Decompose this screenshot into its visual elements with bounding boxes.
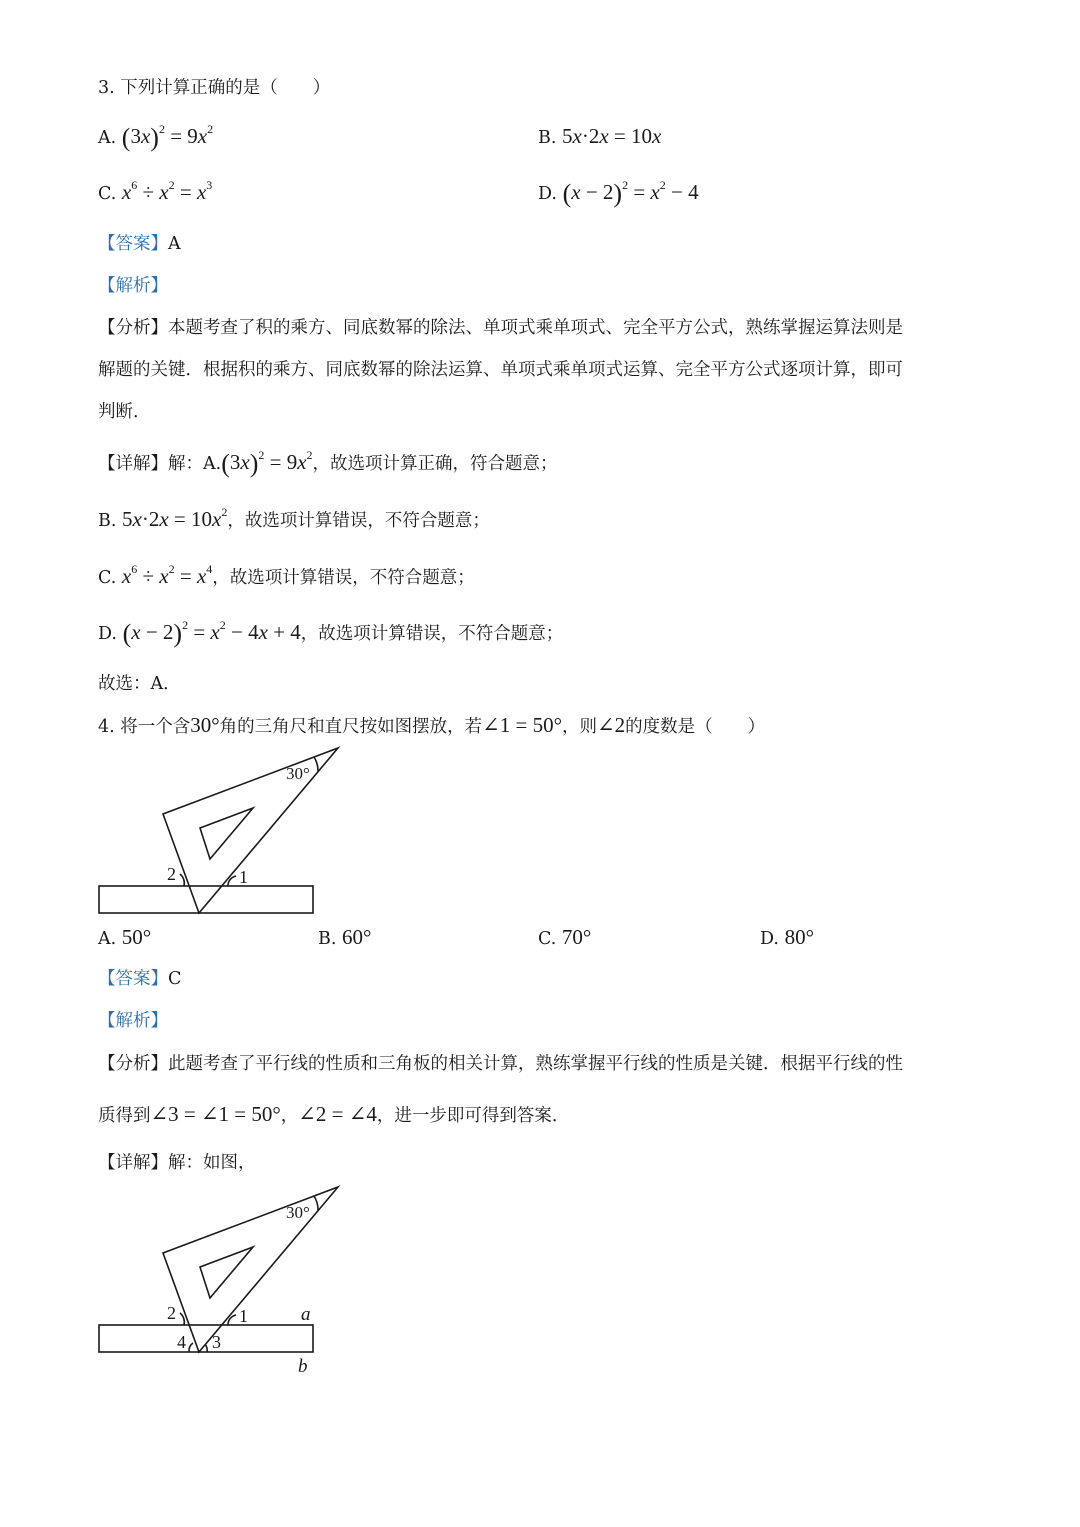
q4-fenxi-line2-prefix: 质得到 (98, 1106, 151, 1126)
q4-option-a-value: 50° (121, 925, 152, 949)
q3-option-d-label: D. (538, 184, 557, 204)
q4-analysis-tag: 【解析】 (98, 1011, 168, 1031)
q3-fenxi-tag: 【分析】 (98, 318, 168, 338)
q3-detail-d-expr: $(x - 2)^2 = x^2 - 4x + 4$ (122, 618, 301, 648)
fig2-label-30: 30° (286, 1203, 310, 1222)
q4-detail-text: 解：如图， (168, 1153, 256, 1173)
q4-option-d-label: D. (760, 929, 779, 949)
q3-detail-b-label: B. (98, 511, 117, 531)
q4-stem-angle: 30° (190, 713, 220, 737)
q3-option-d-expr: $(x - 2)^2 = x^2 - 4$ (562, 178, 699, 208)
fig2-label-b: b (298, 1356, 308, 1377)
q3-answer-value: A (168, 234, 181, 254)
q4-option-d-value: 80° (784, 925, 814, 949)
ruler-rect-2 (99, 1325, 313, 1352)
q3-detail-d-label: D. (98, 624, 117, 644)
q3-detail-a-prefix: 解：A. (168, 454, 222, 474)
q4-option-c-label: C. (538, 929, 557, 949)
q4-stem-suffix: 的度数是（ ） (625, 717, 766, 737)
fig2-label-2: 2 (167, 1303, 176, 1323)
q4-option-b-label: B. (318, 929, 337, 949)
q3-option-c-expr: $x^6 \div x^2 = x^3$ (121, 178, 213, 204)
q4-fenxi-expr2: ∠2 = ∠4 (298, 1102, 377, 1126)
q3-detail-b-expr: $5x\cdot 2x = 10x^2$ (122, 505, 228, 531)
q3-detail-c-suffix: ，故选项计算错误，不符合题意； (212, 568, 475, 588)
q4-stem-prefix: 4. 将一个含 (98, 717, 191, 737)
q3-option-a-label: A. (98, 128, 117, 148)
fig1-label-30: 30° (286, 764, 310, 783)
angle-4-arc (189, 1343, 193, 1352)
q4-stem-mid: 角的三角尺和直尺按如图摆放，若 (219, 717, 483, 737)
q3-detail-c-expr: $x^6 \div x^2 = x^4$ (121, 562, 213, 588)
q3-detail-tag: 【详解】 (98, 454, 168, 474)
q3-stem: 3. 下列计算正确的是（ ） (98, 78, 331, 98)
q3-detail-b-suffix: ，故选项计算错误，不符合题意； (227, 511, 490, 531)
fig1-label-1: 1 (239, 867, 248, 887)
q3-detail-a-suffix: ，故选项计算正确，符合题意； (312, 454, 558, 474)
q4-answer-tag: 【答案】 (98, 969, 168, 989)
q3-fenxi-line2: 解题的关键．根据积的乘方、同底数幂的除法运算、单项式乘单项式运算、完全平方公式逐项计算，即可 (98, 360, 903, 380)
q3-fenxi-text1: 本题考查了积的乘方、同底数幂的除法、单项式乘单项式、完全平方公式，熟练掌握运算法则是 (168, 318, 903, 338)
q3-answer-tag: 【答案】 (98, 234, 168, 254)
q3-option-a-expr: $(3x)^2 = 9x^2$ (121, 122, 214, 152)
fig2-label-1: 1 (239, 1306, 248, 1326)
q3-option-b-label: B. (538, 128, 557, 148)
q3-detail-d-suffix: ，故选项计算错误，不符合题意； (300, 624, 564, 644)
angle-3-arc (205, 1344, 207, 1352)
fig2-label-4: 4 (177, 1332, 186, 1352)
q4-stem-mid2: ，则 (562, 717, 598, 737)
triangle-inner-2 (200, 1247, 253, 1298)
fig1-label-2: 2 (167, 864, 176, 884)
q4-option-c-value: 70° (561, 925, 592, 949)
q3-fenxi-line3: 判断． (98, 402, 151, 422)
fig2-label-3: 3 (212, 1332, 221, 1352)
q3-detail-c-label: C. (98, 568, 117, 588)
q3-detail-a-expr: $(3x)^2 = 9x^2$ (221, 448, 313, 478)
q4-fenxi-expr1: ∠3 = ∠1 = 50° (150, 1102, 281, 1126)
q4-option-a-label: A. (98, 929, 117, 949)
q4-stem-target: ∠2 (597, 713, 626, 737)
q4-stem-given: ∠1 = 50° (482, 713, 563, 737)
q4-fenxi-sep: ， (280, 1106, 299, 1126)
triangle-outer-2 (163, 1187, 338, 1352)
fig2-label-a: a (301, 1304, 311, 1325)
q4-fenxi-tag: 【分析】 (98, 1054, 168, 1074)
q4-detail-tag: 【详解】 (98, 1153, 168, 1173)
q4-option-b-value: 60° (342, 925, 372, 949)
q4-answer-value: C (168, 969, 182, 989)
q4-fenxi-line2-suffix: ，进一步即可得到答案． (376, 1106, 570, 1126)
angle-30-arc-2 (314, 1196, 318, 1211)
q3-conclusion: 故选：A． (98, 674, 181, 694)
q3-analysis-tag: 【解析】 (98, 276, 168, 296)
q4-fenxi-text1: 此题考查了平行线的性质和三角板的相关计算，熟练掌握平行线的性质是关键．根据平行线的性 (168, 1054, 903, 1074)
q3-option-b-expr: 5x·2x = 10x (562, 124, 662, 148)
q3-option-c-label: C. (98, 184, 117, 204)
angle-2-arc-2 (180, 1313, 184, 1325)
